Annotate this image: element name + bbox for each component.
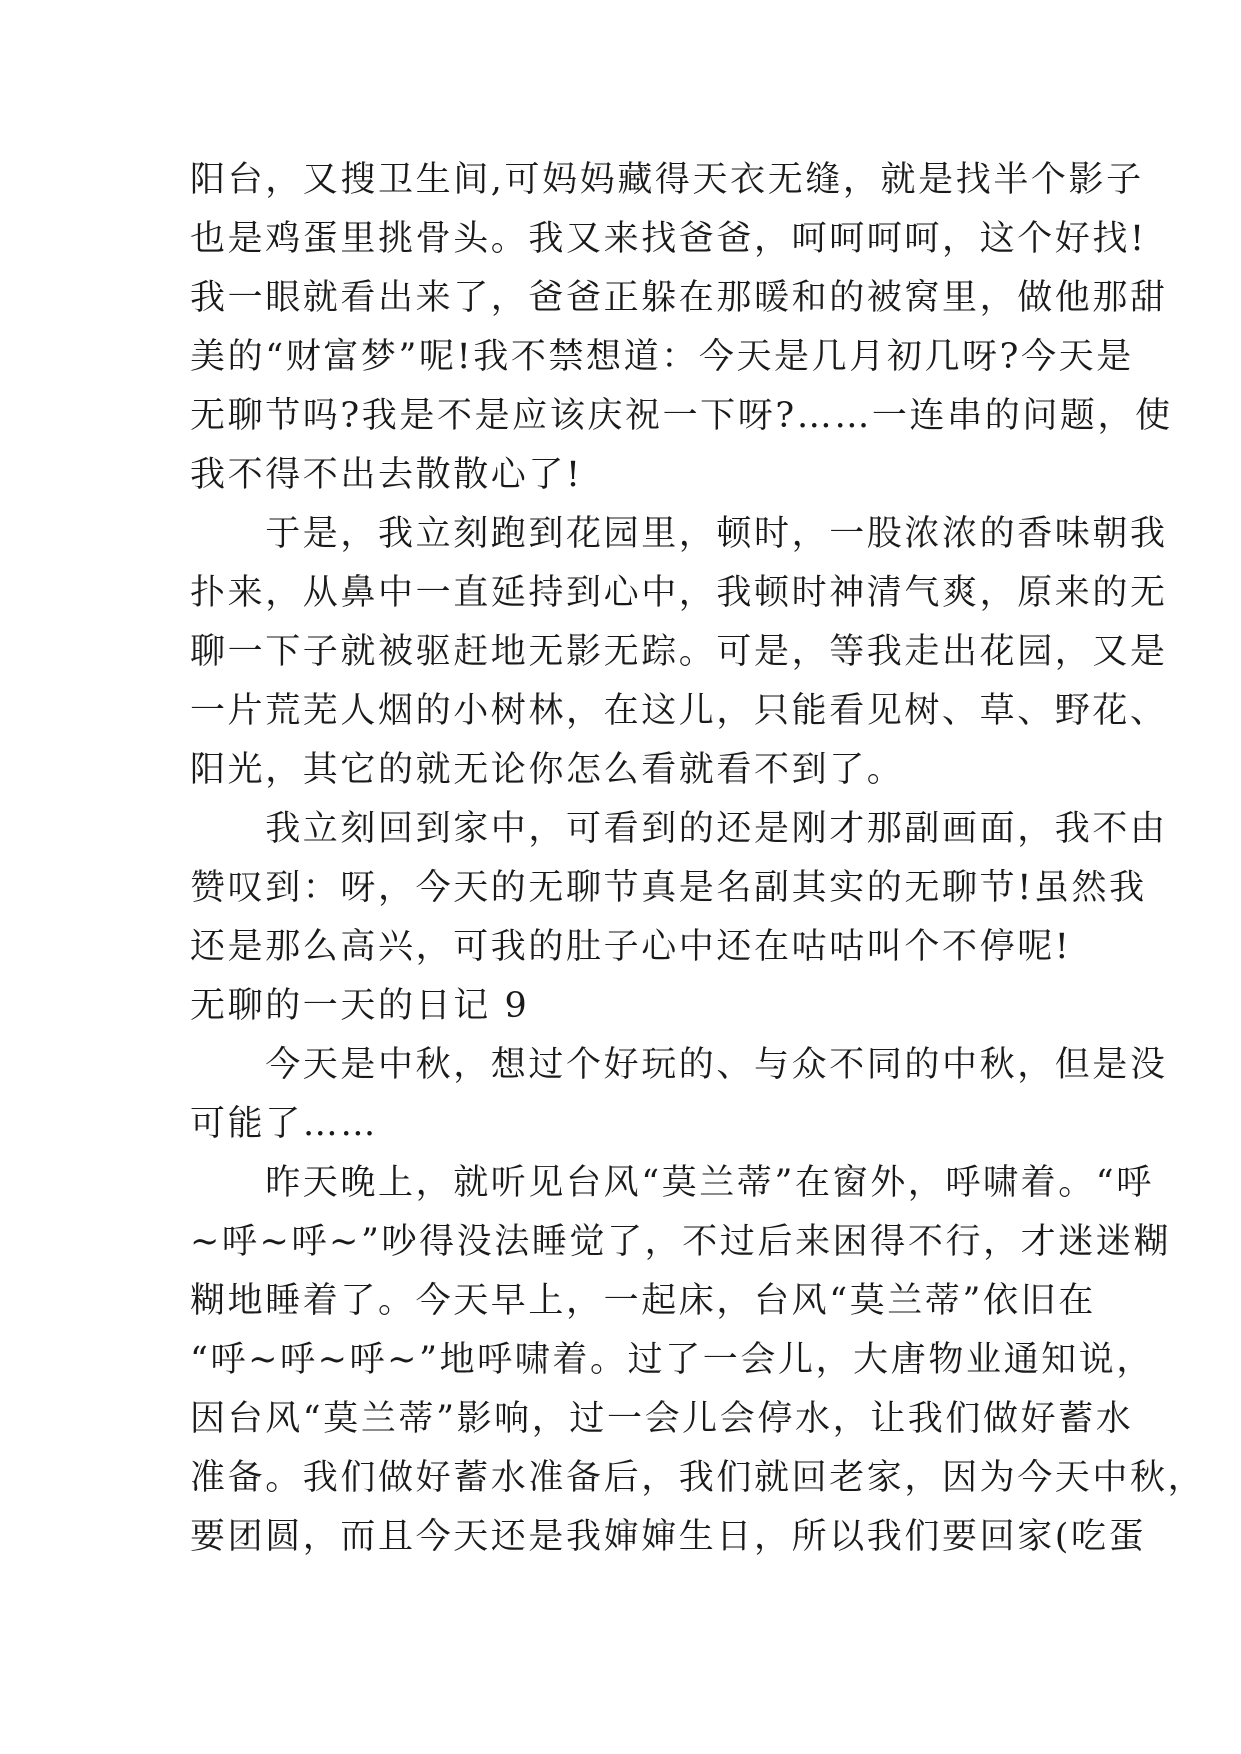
text-line: 扑来，从鼻中一直延持到心中，我顿时神清气爽，原来的无 <box>190 573 1168 613</box>
paragraph-start-line: 昨天晚上，就听见台风“莫兰蒂”在窗外，呼啸着。“呼 <box>190 1163 1154 1203</box>
text-line: 美的“财富梦”呢!我不禁想道：今天是几月初几呀?今天是 <box>190 337 1134 377</box>
text-line: 糊地睡着了。今天早上，一起床，台风“莫兰蒂”依旧在 <box>190 1281 1096 1321</box>
text-line: 我一眼就看出来了，爸爸正躲在那暖和的被窝里，做他那甜 <box>190 278 1168 318</box>
paragraph-start-line: 今天是中秋，想过个好玩的、与众不同的中秋，但是没 <box>190 1045 1168 1085</box>
text-line: 也是鸡蛋里挑骨头。我又来找爸爸，呵呵呵呵，这个好找! <box>190 219 1147 259</box>
text-line: 还是那么高兴，可我的肚子心中还在咕咕叫个不停呢! <box>190 927 1072 967</box>
text-line: 阳光，其它的就无论你怎么看就看不到了。 <box>190 750 905 790</box>
text-line: “呼~呼~呼~”地呼啸着。过了一会儿，大唐物业通知说， <box>190 1340 1154 1380</box>
text-line: 可能了…… <box>190 1104 379 1144</box>
section-heading: 无聊的一天的日记 9 <box>190 986 530 1026</box>
paragraph-start-line: 我立刻回到家中，可看到的还是刚才那副画面，我不由 <box>190 809 1168 849</box>
text-line: 聊一下子就被驱赶地无影无踪。可是，等我走出花园，又是 <box>190 632 1168 672</box>
text-line: 无聊节吗?我是不是应该庆祝一下呀?……一连串的问题，使 <box>190 396 1173 436</box>
text-line: 阳台，又搜卫生间,可妈妈藏得天衣无缝，就是找半个影子 <box>190 160 1144 200</box>
text-line: 要团圆，而且今天还是我婶婶生日，所以我们要回家(吃蛋 <box>190 1517 1147 1557</box>
text-line: 因台风“莫兰蒂”影响，过一会儿会停水，让我们做好蓄水 <box>190 1399 1134 1439</box>
text-line: 一片荒芜人烟的小树林，在这儿，只能看见树、草、野花、 <box>190 691 1168 731</box>
text-line: 准备。我们做好蓄水准备后，我们就回老家，因为今天中秋， <box>190 1458 1206 1498</box>
text-line: 赞叹到：呀，今天的无聊节真是名副其实的无聊节!虽然我 <box>190 868 1147 908</box>
text-line: 我不得不出去散散心了! <box>190 455 583 495</box>
text-line: ~呼~呼~”吵得没法睡觉了，不过后来困得不行，才迷迷糊 <box>190 1222 1172 1262</box>
paragraph-start-line: 于是，我立刻跑到花园里，顿时，一股浓浓的香味朝我 <box>190 514 1168 554</box>
